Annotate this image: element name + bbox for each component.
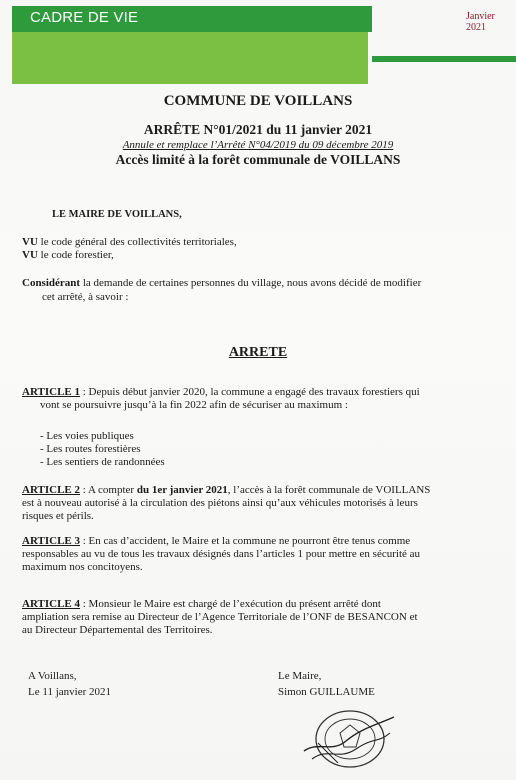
article-text: vont se poursuivre jusqu’à la fin 2022 afin de sécuriser au maximum : xyxy=(40,399,348,411)
header-band-light xyxy=(12,32,368,84)
considerant-paragraph xyxy=(22,276,500,304)
article-label: ARTICLE 3 xyxy=(22,535,80,547)
section-title: CADRE DE VIE xyxy=(30,9,139,26)
article-text: : En cas d’accident, le Maire et la commune ne pourront être tenus comme xyxy=(80,535,411,547)
article-4 xyxy=(22,598,500,637)
article-3 xyxy=(22,535,500,574)
article-text: responsables au vu de tous les travaux désignés dans l’articles 1 pour mettre en sécurité au xyxy=(22,548,421,560)
arrete-subject: Accès limité à la forêt communale de VOILLANS xyxy=(115,152,401,167)
bullet-list xyxy=(40,430,165,469)
issue-date: Janvier 2021 xyxy=(466,11,495,33)
signature-place-date xyxy=(28,668,111,700)
signature-role: Le Maire, xyxy=(278,670,322,682)
arrete-heading: ARRETE xyxy=(228,345,288,360)
article-text: , l’accès à la forêt communale de VOILLANS xyxy=(227,484,431,496)
article-label: ARTICLE 1 xyxy=(22,386,80,398)
list-item: - Les sentiers de randonnées xyxy=(40,456,165,468)
article-text: : Monsieur le Maire est chargé de l’exécution du présent arrêté dont xyxy=(80,598,381,610)
signature-place: A Voillans, xyxy=(28,670,77,682)
article-text: : A compter xyxy=(80,484,137,496)
list-item: - Les routes forestières xyxy=(40,443,141,455)
article-text: au Directeur Départemental des Territoires. xyxy=(22,624,213,636)
signature-block xyxy=(278,668,375,700)
mayor-stamp-signature xyxy=(298,703,398,773)
considerant-text-cont: cet arrêté, à savoir : xyxy=(42,291,129,303)
header-rule xyxy=(372,56,516,62)
considerant-label: Considérant xyxy=(22,277,81,289)
maire-heading: LE MAIRE DE VOILLANS, xyxy=(52,209,182,220)
commune-title: COMMUNE DE VOILLANS xyxy=(163,93,353,109)
article-1 xyxy=(22,386,500,412)
annule-line: Annule et remplace l’Arrêté N°04/2019 du 09 décembre 2019 xyxy=(122,139,394,151)
vu-text: le code forestier, xyxy=(40,249,114,261)
considerant-text: la demande de certaines personnes du village, nous avons décidé de modifier xyxy=(82,277,422,289)
article-text: risques et périls. xyxy=(22,510,94,522)
article-text: ampliation sera remise au Directeur de l’Agence Territoriale de l’ONF de BESANCON et xyxy=(22,611,418,623)
article-label: ARTICLE 2 xyxy=(22,484,80,496)
article-text: : Depuis début janvier 2020, la commune a engagé des travaux forestiers qui xyxy=(80,386,420,398)
vu-line-2 xyxy=(22,249,114,261)
list-item: - Les voies publiques xyxy=(40,430,134,442)
article-text: maximum nos concitoyens. xyxy=(22,561,143,573)
article-label: ARTICLE 4 xyxy=(22,598,80,610)
vu-text: le code général des collectivités territoriales, xyxy=(40,236,237,248)
article-text: est à nouveau autorisé à la circulation des piétons ainsi qu’aux véhicules motorisés à leurs xyxy=(22,497,418,509)
vu-label: VU xyxy=(22,236,38,248)
article-date: du 1er janvier 2021 xyxy=(136,484,228,496)
arrete-number: ARRÊTE N°01/2021 du 11 janvier 2021 xyxy=(143,122,373,137)
signature-date: Le 11 janvier 2021 xyxy=(28,686,111,698)
signature-name: Simon GUILLAUME xyxy=(278,686,375,698)
article-2 xyxy=(22,484,500,523)
vu-line-1 xyxy=(22,236,237,248)
vu-label: VU xyxy=(22,249,38,261)
